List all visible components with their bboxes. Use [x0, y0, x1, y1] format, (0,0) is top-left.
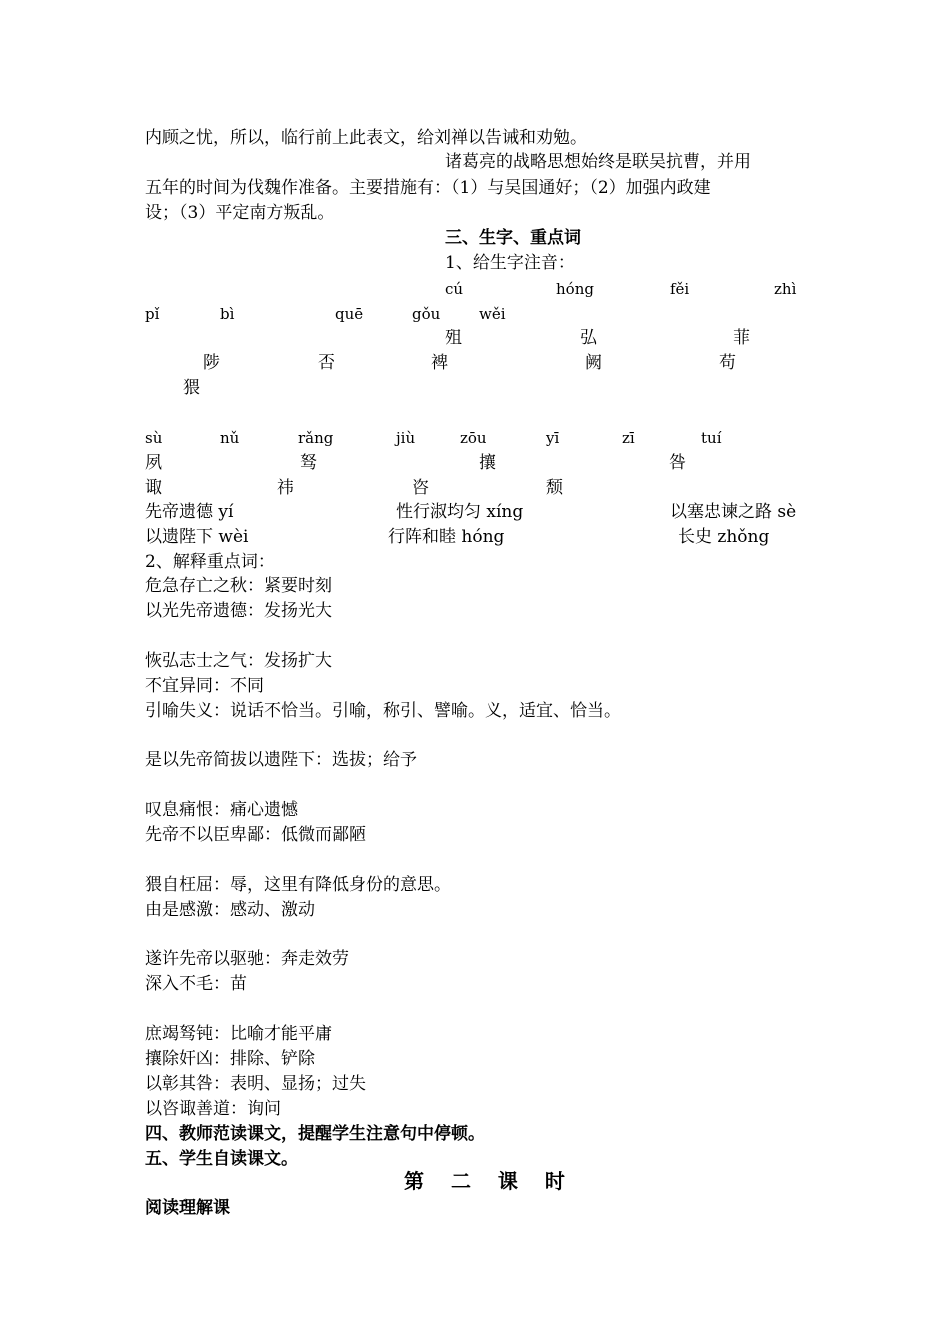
section-3-title: 三、生字、重点词 — [445, 228, 581, 248]
pinyin: wěi — [479, 305, 506, 323]
glossary-item: 不宜异同：不同 — [145, 676, 264, 696]
character: 咎 — [669, 453, 686, 473]
glossary-item: 引喻失义：说话不恰当。引喻，称引、譬喻。义，适宜、恰当。 — [145, 701, 621, 721]
glossary-item: 先帝不以臣卑鄙：低微而鄙陋 — [145, 825, 366, 845]
glossary-item: 庶竭驽钝：比喻才能平庸 — [145, 1024, 332, 1044]
intro-line-2: 诸葛亮的战略思想始终是联吴抗曹，并用 — [445, 152, 751, 172]
word-with-pinyin: 以遗陛下 wèi — [145, 527, 249, 547]
glossary-item: 攘除奸凶：排除、铲除 — [145, 1049, 315, 1069]
word-with-pinyin: 以塞忠谏之路 sè — [670, 502, 797, 522]
pinyin: nǔ — [220, 429, 240, 447]
character: 否 — [318, 353, 335, 373]
pinyin: cú — [445, 280, 464, 298]
intro-line-4: 设；（3）平定南方叛乱。 — [145, 203, 335, 223]
character: 夙 — [145, 453, 162, 473]
character: 裨 — [431, 353, 448, 373]
lesson-2-subtitle: 阅读理解课 — [145, 1198, 230, 1218]
character: 驽 — [300, 453, 317, 473]
glossary-item: 遂许先帝以驱驰：奔走效劳 — [145, 949, 349, 969]
lesson-2-title: 第 二 课 时 — [404, 1169, 575, 1193]
character: 殂 — [445, 328, 462, 348]
character: 弘 — [580, 328, 597, 348]
pinyin: rǎng — [298, 429, 334, 447]
pinyin: jiù — [396, 429, 416, 447]
word-with-pinyin: 行阵和睦 hóng — [388, 527, 505, 547]
word-with-pinyin: 先帝遗德 yí — [145, 502, 234, 522]
character: 颓 — [546, 478, 563, 498]
glossary-item: 深入不毛：苗 — [145, 974, 247, 994]
glossary-item: 危急存亡之秋：紧要时刻 — [145, 576, 332, 596]
section-5-heading: 五、学生自读课文。 — [145, 1149, 298, 1169]
pinyin: fěi — [670, 280, 690, 298]
glossary-item: 由是感激：感动、激动 — [145, 900, 315, 920]
pinyin: quē — [335, 305, 364, 323]
character: 攘 — [479, 453, 496, 473]
section-4-heading: 四、教师范读课文，提醒学生注意句中停顿。 — [145, 1124, 485, 1144]
character: 阙 — [585, 353, 602, 373]
character: 猥 — [183, 378, 200, 398]
glossary-item: 恢弘志士之气：发扬扩大 — [145, 651, 332, 671]
character: 陟 — [203, 353, 220, 373]
word-with-pinyin: 长史 zhǒng — [678, 527, 770, 547]
glossary-item: 是以先帝简拔以遗陛下：选拔；给予 — [145, 750, 417, 770]
glossary-item: 以咨诹善道：询问 — [145, 1099, 281, 1119]
pinyin: yī — [546, 429, 560, 447]
glossary-item: 猥自枉屈：辱，这里有降低身份的意思。 — [145, 875, 451, 895]
intro-line-3: 五年的时间为伐魏作准备。主要措施有：（1）与吴国通好；（2）加强内政建 — [145, 178, 711, 198]
pinyin: hóng — [556, 280, 594, 298]
pinyin: pǐ — [145, 305, 160, 323]
word-with-pinyin: 性行淑均匀 xíng — [396, 502, 524, 522]
glossary-item: 叹息痛恨：痛心遗憾 — [145, 800, 298, 820]
pinyin: zī — [622, 429, 635, 447]
character: 苟 — [719, 353, 736, 373]
pinyin: zōu — [460, 429, 487, 447]
pinyin: sù — [145, 429, 163, 447]
pinyin: zhì — [774, 280, 797, 298]
glossary-item: 以彰其咎：表明、显扬；过失 — [145, 1074, 366, 1094]
pinyin: bì — [220, 305, 235, 323]
pinyin: gǒu — [412, 305, 441, 323]
section-3-sub-2: 2、解释重点词： — [145, 552, 275, 572]
intro-line-1: 内顾之忧，所以，临行前上此表文，给刘禅以告诫和劝勉。 — [145, 128, 587, 148]
character: 祎 — [277, 478, 294, 498]
pinyin: tuí — [701, 429, 722, 447]
character: 诹 — [145, 478, 162, 498]
glossary-item: 以光先帝遗德：发扬光大 — [145, 601, 332, 621]
section-3-sub-1: 1、给生字注音： — [445, 253, 575, 273]
character: 咨 — [412, 478, 429, 498]
character: 菲 — [733, 328, 750, 348]
